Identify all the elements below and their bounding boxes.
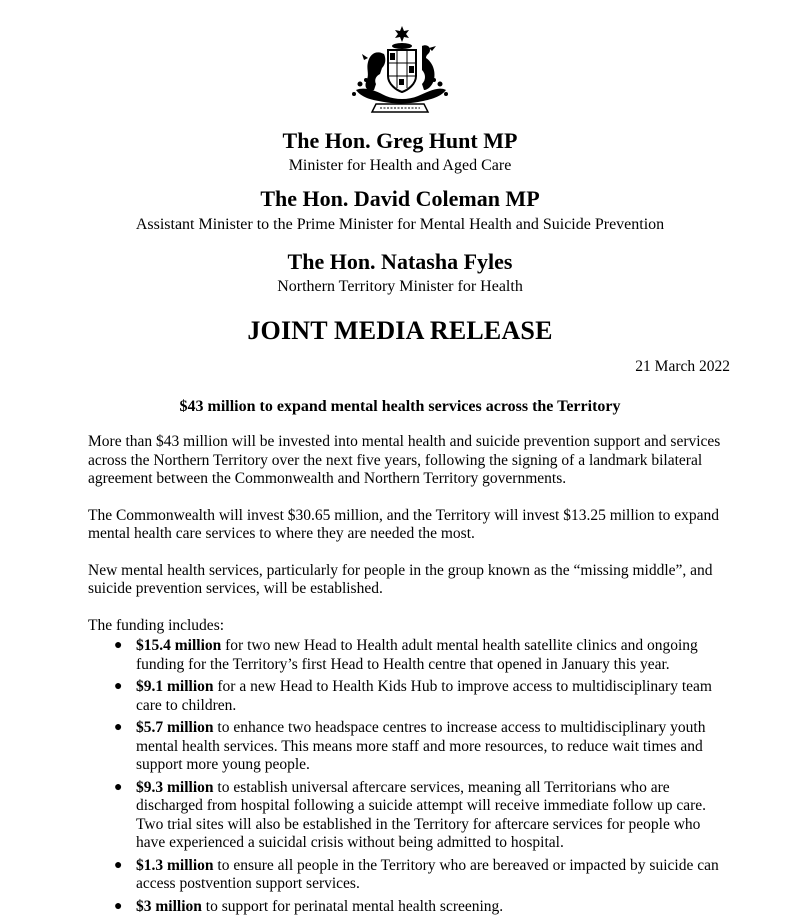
release-date: 21 March 2022 — [635, 358, 730, 375]
bullet-icon: ● — [114, 857, 123, 873]
funding-amount: $9.1 million — [136, 678, 214, 695]
funding-description: to enhance two headspace centres to increase access to multidisciplinary youth mental health services. This means more staff and more resources, to reduce wait times and support more young people. — [136, 719, 706, 773]
release-title: JOINT MEDIA RELEASE — [247, 316, 553, 345]
funding-amount: $9.3 million — [136, 778, 214, 796]
funding-amount: $5.7 million — [136, 719, 214, 736]
coat-of-arms-icon — [346, 24, 454, 116]
minister-title-2: Assistant Minister to the Prime Minister for Mental Health and Suicide Prevention — [135, 216, 665, 233]
paragraph-1: More than $43 million will be invested into mental health and suicide prevention support and services across the Northern Territory over the next five years, following the signing of a landmark bilateral agreement between the Commonwealth and Northern Territory governments. — [88, 433, 721, 487]
bullet-icon: ● — [114, 898, 123, 914]
list-item — [88, 678, 728, 715]
list-item — [88, 719, 728, 775]
release-headline: $43 million to expand mental health services across the Territory — [179, 398, 621, 415]
paragraph-2: The Commonwealth will invest $30.65 million, and the Territory will invest $13.25 million to expand mental health care services to where they are needed the most. — [88, 506, 720, 542]
funding-description: to establish universal aftercare services, meaning all Territorians who are discharged from hospital following a suicide attempt will receive immediate follow up care. Two trial sites will also be established in the Territory for aftercare services for people who have experienced a suicidal crisis without being admitted to hospital. — [136, 778, 707, 851]
release-body — [88, 433, 728, 920]
list-item — [88, 779, 728, 853]
funding-amount: $3 million — [136, 897, 202, 915]
funding-description: for two new Head to Health adult mental health satellite clinics and ongoing funding for the Territory’s first Head to Health centre that opened in January this year. — [136, 637, 698, 673]
funding-intro: The funding includes: — [88, 616, 225, 634]
funding-description: to ensure all people in the Territory who are bereaved or impacted by suicide can access postvention support services. — [136, 856, 719, 892]
funding-description: to support for perinatal mental health screening. — [201, 897, 504, 915]
funding-amount: $1.3 million — [136, 856, 214, 874]
minister-name-3: The Hon. Natasha Fyles — [287, 249, 513, 274]
funding-description: for a new Head to Health Kids Hub to improve access to multidisciplinary team care to children. — [136, 678, 712, 714]
list-item — [88, 898, 728, 917]
funding-amount: $15.4 million — [136, 637, 222, 654]
funding-list — [88, 637, 728, 916]
bullet-icon: ● — [114, 720, 123, 735]
minister-name-1: The Hon. Greg Hunt MP — [282, 128, 518, 153]
bullet-icon: ● — [114, 779, 123, 795]
paragraph-3: New mental health services, particularly for people in the group known as the “missing middle”, and suicide prevention services, will be established. — [88, 561, 713, 597]
list-item — [88, 637, 728, 674]
bullet-icon: ● — [114, 679, 123, 694]
minister-name-2: The Hon. David Coleman MP — [260, 186, 540, 211]
list-item — [88, 857, 728, 894]
minister-title-1: Minister for Health and Aged Care — [288, 157, 512, 174]
minister-title-3: Northern Territory Minister for Health — [277, 278, 523, 295]
bullet-icon: ● — [114, 638, 123, 653]
